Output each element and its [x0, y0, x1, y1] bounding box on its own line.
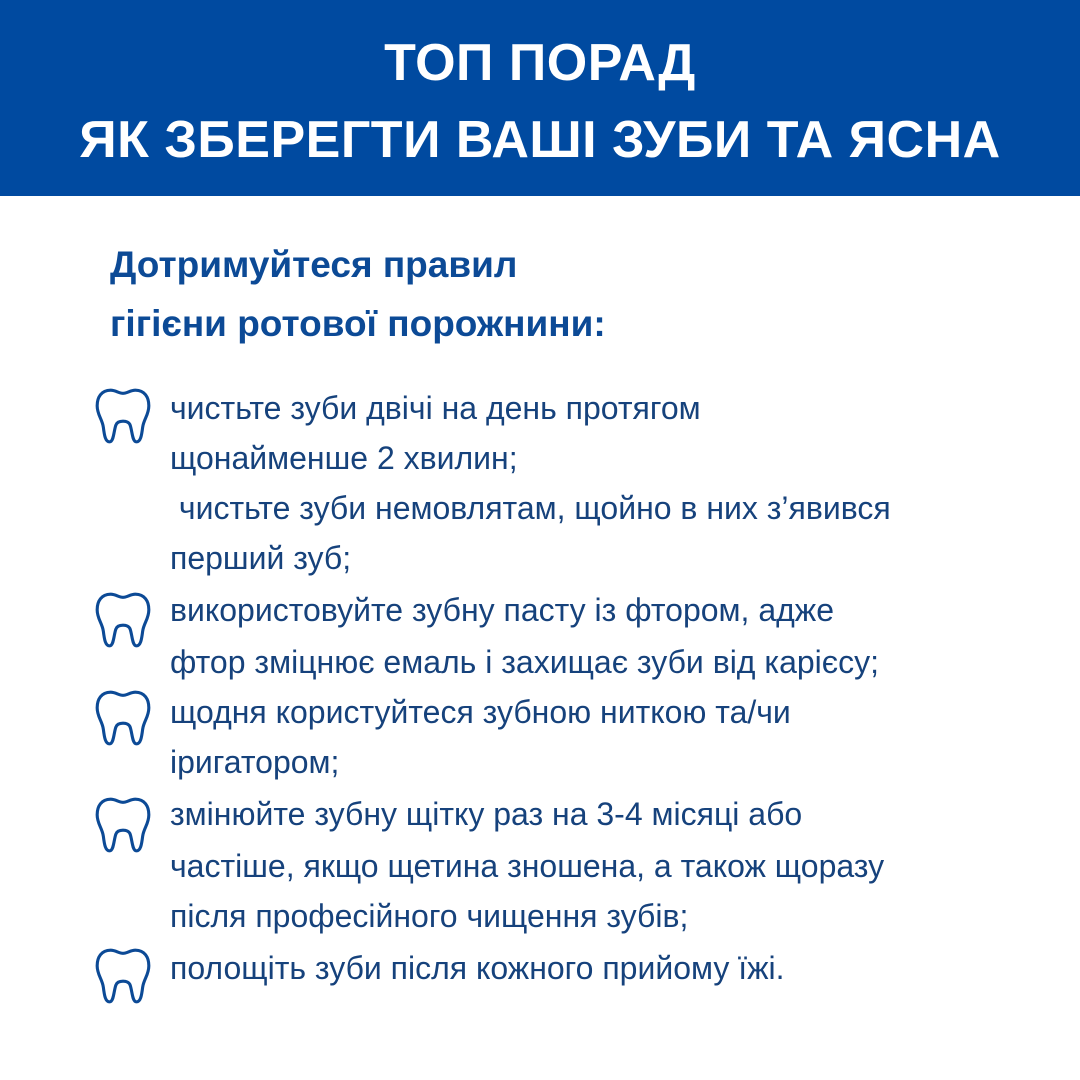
tip-2-line-2: фтор зміцнює емаль і захищає зуби від карієсу;	[170, 644, 879, 680]
tip-3-line-2: іригатором;	[170, 744, 340, 780]
tooth-icon	[92, 686, 154, 748]
tip-3-line-1: щодня користуйтеся зубною ниткою та/чи	[170, 694, 791, 730]
tooth-icon	[92, 793, 154, 855]
tooth-icon	[92, 588, 154, 650]
tip-4-line-1: змінюйте зубну щітку раз на 3-4 місяці або	[170, 796, 803, 832]
tip-1-line-1: чистьте зуби двічі на день протягом	[170, 390, 701, 426]
tip-4-line-2: частіше, якщо щетина зношена, а також щоразу	[170, 848, 885, 884]
subtitle-line-1: Дотримуйтеся правил	[110, 244, 518, 285]
tip-4-line-3: після професійного чищення зубів;	[170, 898, 689, 934]
header-banner	[0, 0, 1080, 196]
header-title-line-2: ЯК ЗБЕРЕГТИ ВАШІ ЗУБИ ТА ЯСНА	[79, 111, 1001, 169]
tip-1-line-3: чистьте зуби немовлятам, щойно в них з’явився	[170, 490, 891, 526]
tooth-icon	[92, 384, 154, 446]
subtitle-line-2: гігієни ротової порожнини:	[110, 303, 606, 344]
header-title-line-1: ТОП ПОРАД	[384, 34, 696, 92]
tip-5-line-1: полощіть зуби після кожного прийому їжі.	[170, 950, 785, 986]
tooth-icon	[92, 944, 154, 1006]
tip-1-line-2: щонайменше 2 хвилин;	[170, 440, 518, 476]
tip-1-line-4: перший зуб;	[170, 540, 352, 576]
tip-2-line-1: використовуйте зубну пасту із фтором, адже	[170, 592, 834, 628]
